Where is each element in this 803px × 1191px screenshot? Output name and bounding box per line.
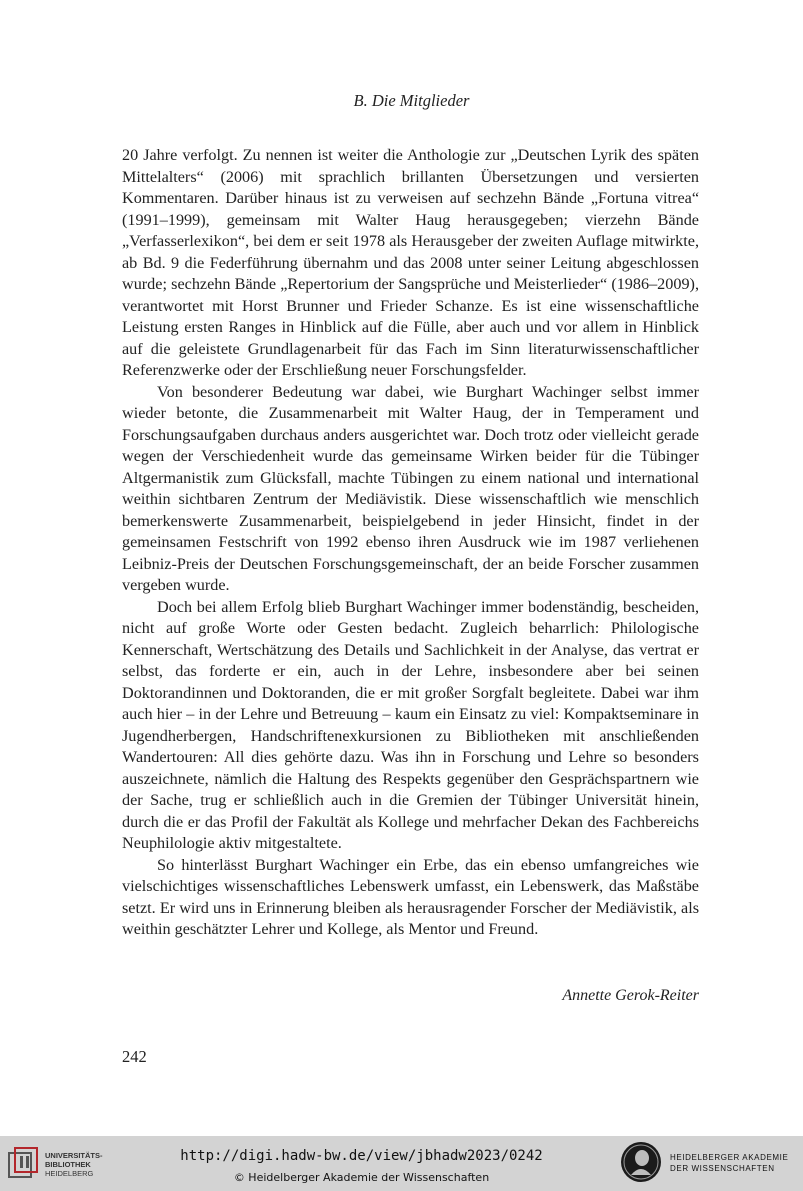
paragraph-1: 20 Jahre verfolgt. Zu nennen ist weiter die Anthologie zur „Deutschen Lyrik des späten Mittelalters“ (2006) mit sprachlich brillanten Übersetzungen und versierten Kommentaren. Darüber hinaus ist zu verweisen auf sechzehn Bände „Fortuna vitrea“ (1991–1999), gemeinsam mit Walter Haug herausgegeben; vierzehn Bände „Verfasserlexikon“, bei dem er seit 1978 als Herausgeber der zweiten Auflage mitwirkte, ab Bd. 9 die Federführung übernahm und das 2008 unter seiner Leitung abgeschlossen wurde; sechzehn Bände „Repertorium der Sangsprüche und Meisterlieder“ (1986–2009), verantwortet mit Horst Brunner und Frieder Schanze. Es ist eine wissenschaftliche Leistung ersten Ranges in Hinblick auf die Fülle, aber auch und vor allem in Hinblick auf die geleistete Grundlagenarbeit für das Fach im Sinn literaturwissenschaftlicher Referenzwerke oder der Erschließung neuer Forschungsfelder. [122,146,699,379]
running-header: B. Die Mitglieder [353,91,470,110]
author-signature: Annette Gerok-Reiter [562,987,699,1004]
ub-logo-line-2: BIBLIOTHEK [45,1160,91,1169]
hadw-logo-line-1: HEIDELBERGER AKADEMIE [670,1153,789,1162]
ub-logo-line-1: UNIVERSITÄTS- [45,1151,103,1160]
ub-logo-line-3: HEIDELBERG [45,1169,94,1178]
page-number: 242 [122,1047,147,1066]
paragraph-2: Von besonderer Bedeutung war dabei, wie Burghart Wachinger selbst immer wieder betonte, die Zusammenarbeit mit Walter Haug, der in Temperament und Forschungsaufgaben durchaus anders ausgerichtet war. Doch trotz oder vielleicht gerade wegen der Verschiedenheit wurde das gemeinsame Wirken beider für die Tübinger Altgermanistik zum Glücksfall, machte Tübingen zu einem national und international weithin sichtbaren Zentrum der Mediävistik. Diese wissenschaftlich wie menschlich bemerkenswerte Zusammenarbeit, beispielgebend in jeder Hinsicht, findet in der gemeinsamen Festschrift von 1992 ebenso ihren Ausdruck wie im 1987 verliehenen Leibniz-Preis der Deutschen Forschungsgemeinschaft, der an beide Forscher zusammen vergeben wurde. [122,382,699,594]
permalink-url[interactable]: http://digi.hadw-bw.de/view/jbhadw2023/0242 [180,1148,543,1164]
academy-logo[interactable] [620,1140,800,1186]
hadw-logo-line-2: DER WISSENSCHAFTEN [670,1163,775,1173]
copyright-notice: © Heidelberger Akademie der Wissenschaften [233,1171,490,1184]
paragraph-4: So hinterlässt Burghart Wachinger ein Erbe, das ein ebenso umfangreiches wie vielschichtiges wissenschaftliches Lebenswerk umfasst, ein Lebenswerk, das Maßstäbe setzt. Er wird uns in Erinnerung bleiben als herausragender Forscher der Mediävistik, als weithin geschätzter Lehrer und Kollege, als Mentor und Freund. [122,855,699,938]
viewer-footer-bar [0,1136,803,1191]
academy-seal-icon [620,1141,662,1183]
body-text [122,145,699,941]
paragraph-3: Doch bei allem Erfolg blieb Burghart Wachinger immer bodenständig, bescheiden, nicht auf große Worte oder Gesten bedacht. Zugleich beharrlich: Philologische Kennerschaft, Wertschätzung des Details und Sachlichkeit in der Analyse, das vertrat er selbst, das forderte er ein, auch in der Lehre, insbesondere aber bei seinen Doktorandinnen und Doktoranden, die er mit großer Sorgfalt begleitete. Dabei war ihm auch hier – in der Lehre und Betreuung – kaum ein Einsatz zu viel: Kompaktseminare in Jugendherbergen, Handschriftenexkursionen zu Bibliotheken mit anschließenden Wandertouren: All dies gehörte dazu. Was ihn in Forschung und Lehre so besonders auszeichnete, nämlich die Haltung des Respekts gegenüber den Gesprächspartnern wie der Sache, trug er schließlich auch in die Gremien der Tübinger Universität hinein, durch die er das Profil der Fakultät als Kollege und mehrfacher Dekan des Fachbereichs Neuphilologie aktiv mitgestaltete. [122,597,699,852]
